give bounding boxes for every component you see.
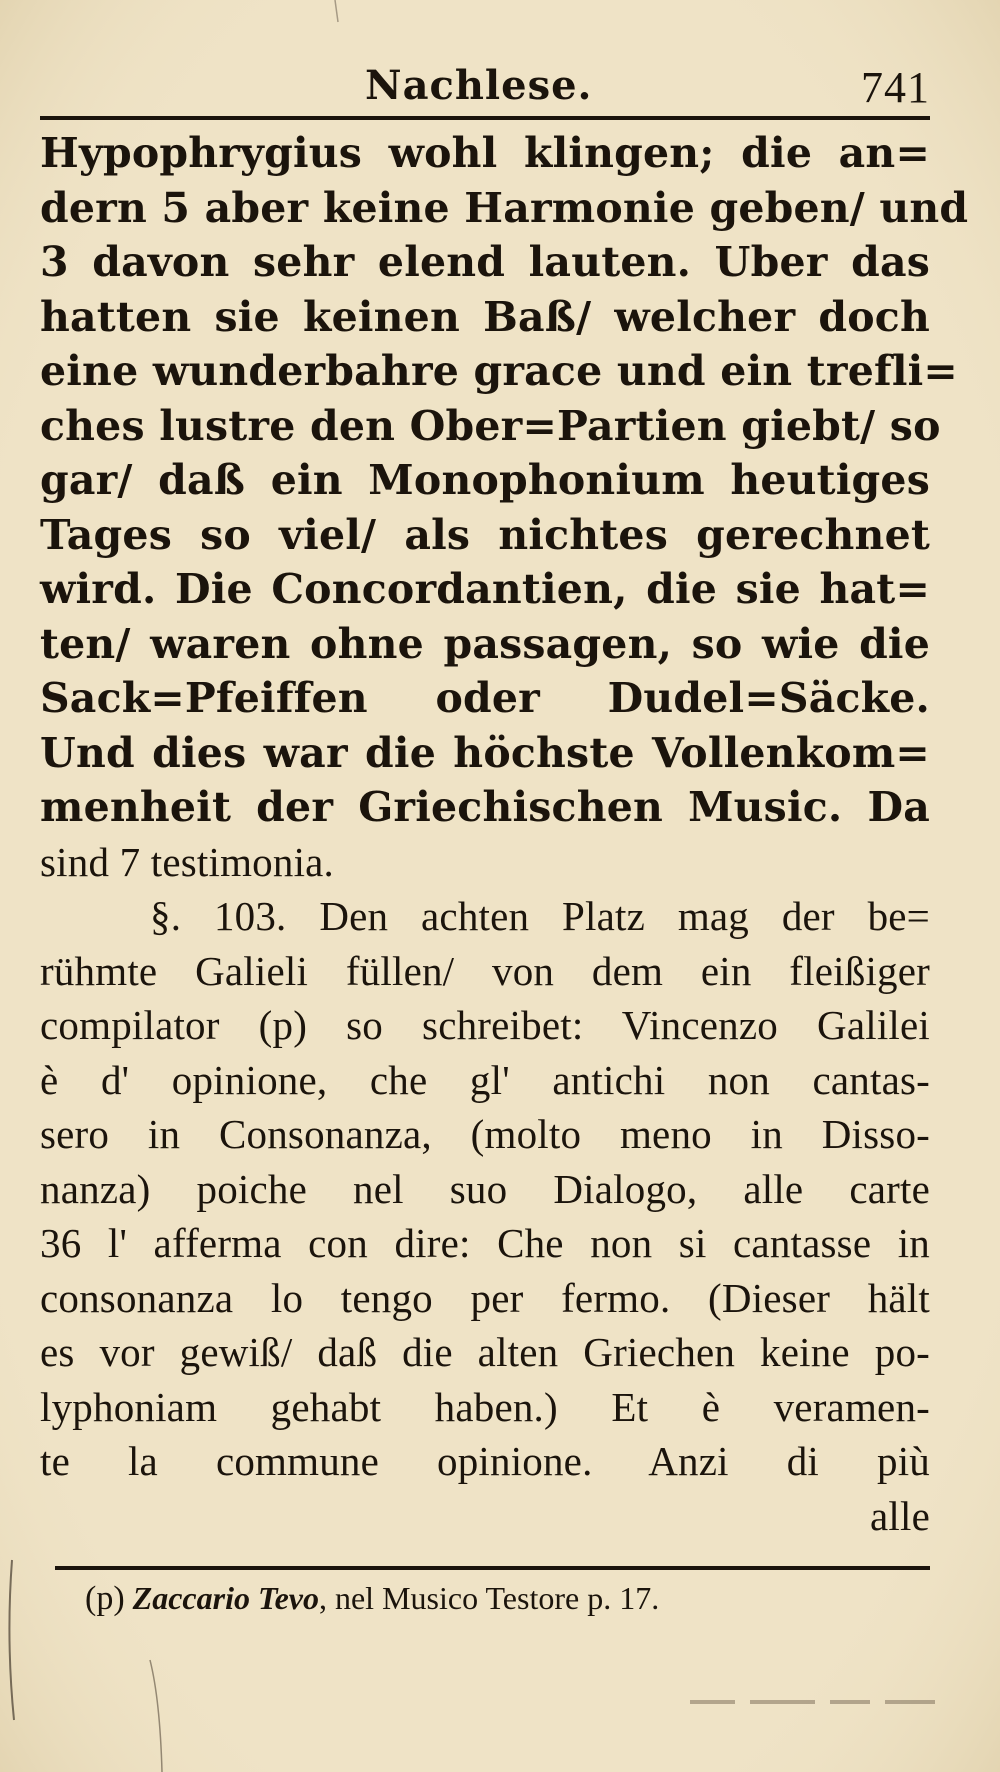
text-line: Tages so viel/ als nichtes gerechnet xyxy=(40,510,930,559)
page-header xyxy=(40,62,930,114)
catchword: alle xyxy=(870,1492,930,1539)
footnote-marker: (p) xyxy=(85,1580,125,1617)
bleed-through-marks xyxy=(690,1697,940,1709)
footnote-author: Zaccario Tevo xyxy=(132,1580,319,1616)
footnote-rule xyxy=(55,1566,930,1570)
footnote xyxy=(85,1580,930,1618)
page-number: 741 xyxy=(861,63,930,112)
text-line: Sack=Pfeiffen oder Dudel=Säcke. xyxy=(40,674,930,722)
text-line: 3 davon sehr elend lauten. Uber das xyxy=(40,238,930,286)
text-line: hatten sie keinen Baß/ welcher doch xyxy=(40,292,930,341)
text-line: eine wunderbahre grace und ein trefli= xyxy=(40,347,958,395)
text-line: Und dies war die höchste Vollenkom= xyxy=(40,728,930,777)
text-line: lyphoniam gehabt haben.) Et è veramen- xyxy=(40,1383,930,1430)
text-line: es vor gewiß/ daß die alten Griechen keine po- xyxy=(40,1329,930,1375)
text-line: Hypophrygius wohl klingen; die an= xyxy=(40,129,930,177)
text-line: gar/ daß ein Monophonium heutiges xyxy=(40,456,930,504)
body-text xyxy=(40,126,969,1543)
text-line: te la commune opinione. Anzi di più xyxy=(40,1438,930,1484)
text-line: rühmte Galieli füllen/ von dem ein fleißiger xyxy=(40,947,930,994)
running-head: Nachlese. xyxy=(365,62,593,109)
text-line: è d' opinione, che gl' antichi non cantas- xyxy=(40,1056,930,1103)
text-line: compilator (p) so schreibet: Vincenzo Galilei xyxy=(40,1002,930,1048)
text-line: menheit der Griechischen Music. Da xyxy=(40,783,930,831)
footnote-text: , nel Musico Testore p. 17. xyxy=(318,1580,660,1616)
header-rule xyxy=(40,116,930,120)
text-line: consonanza lo tengo per fermo. (Dieser hält xyxy=(40,1274,930,1321)
text-line: §. 103. Den achten Platz mag der be= xyxy=(150,893,930,939)
text-line: sind 7 testimonia. xyxy=(40,838,335,885)
text-line: sero in Consonanza, (molto meno in Disso- xyxy=(40,1111,930,1157)
text-line: ten/ waren ohne passagen, so wie die xyxy=(40,619,930,668)
text-line: wird. Die Concordantien, die sie hat= xyxy=(40,565,930,613)
text-line: ches lustre den Ober=Partien giebt/ so xyxy=(40,401,941,450)
text-line: 36 l' afferma con dire: Che non si cantasse in xyxy=(40,1220,930,1266)
text-line: nanza) poiche nel suo Dialogo, alle carte xyxy=(40,1165,930,1212)
text-line: dern 5 aber keine Harmonie geben/ und xyxy=(40,183,969,232)
